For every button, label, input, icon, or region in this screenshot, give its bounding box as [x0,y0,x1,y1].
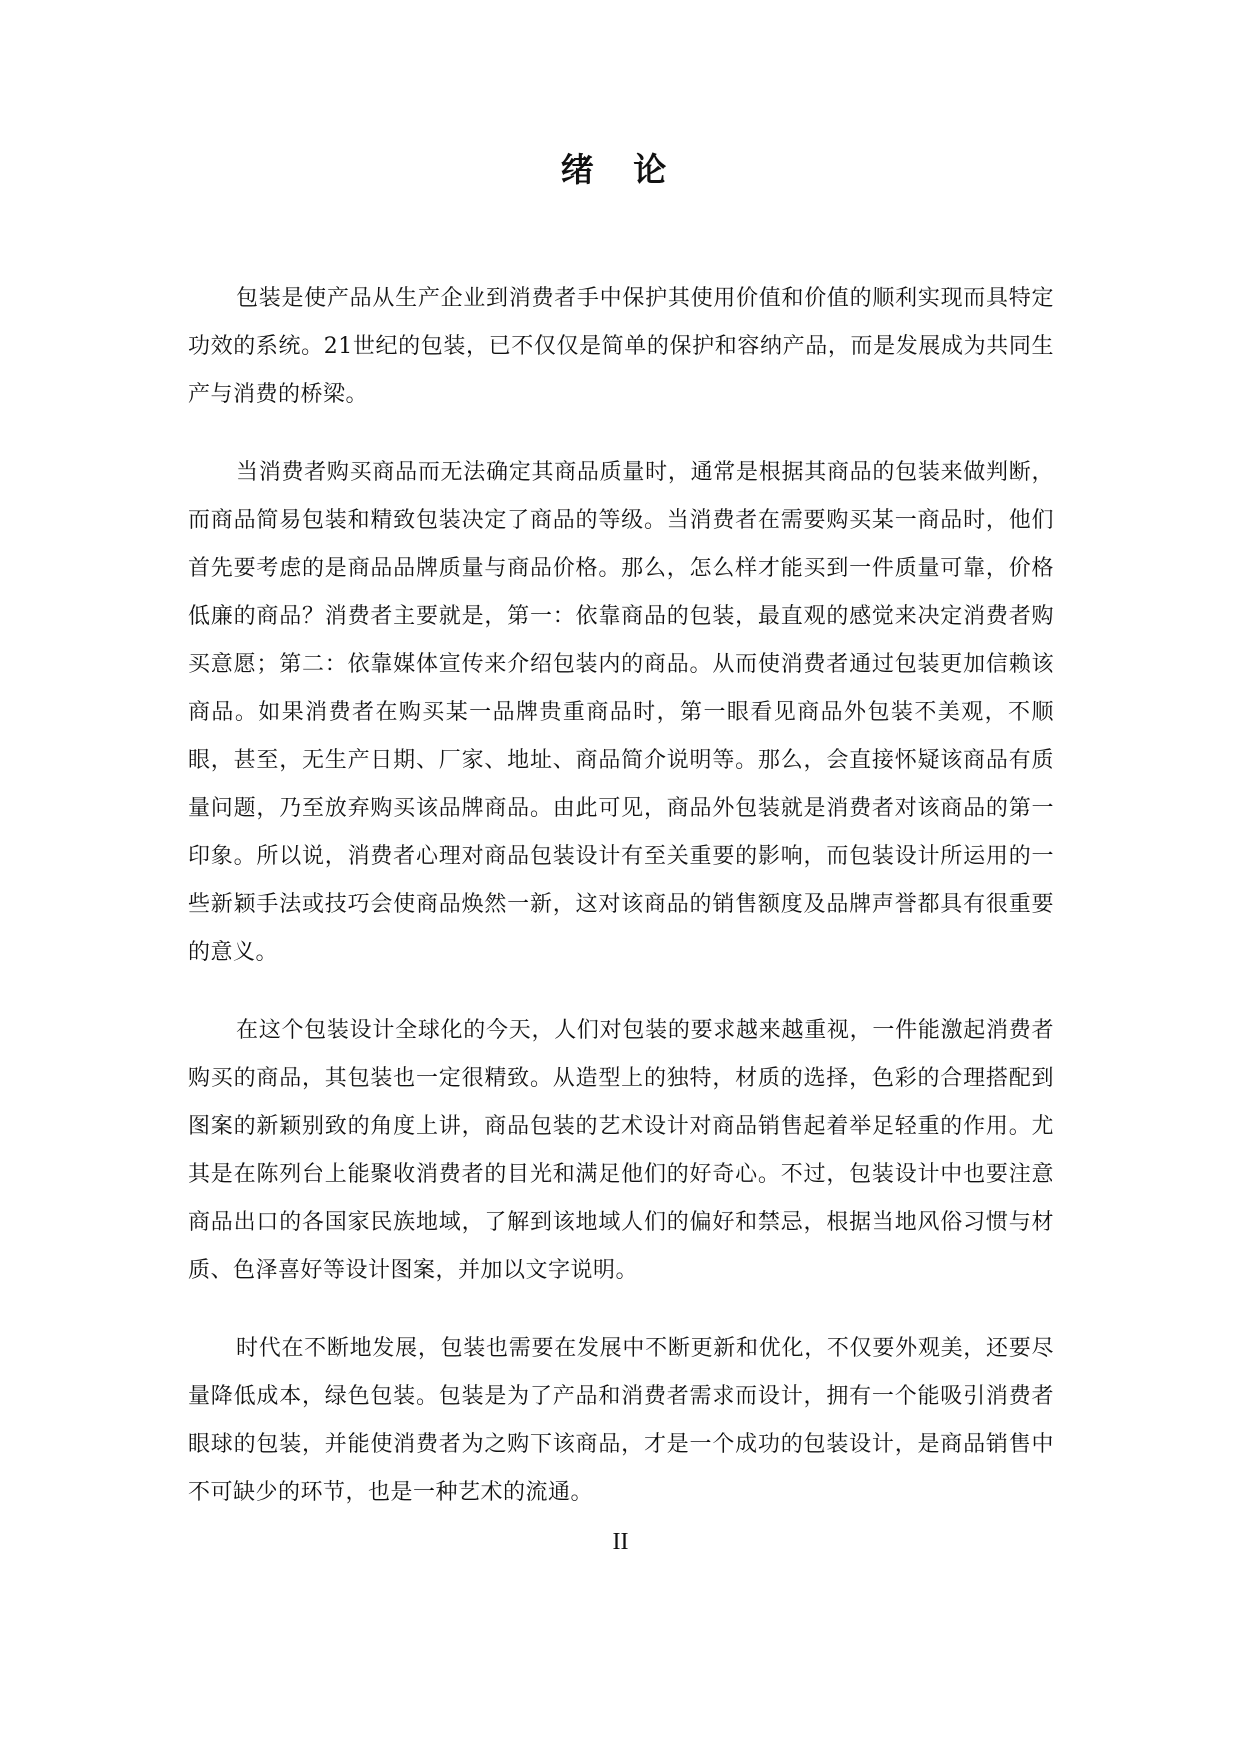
paragraph-1: 包装是使产品从生产企业到消费者手中保护其使用价值和价值的顺利实现而具特定功效的系统。21世纪的包装，已不仅仅是简单的保护和容纳产品，而是发展成为共同生产与消费的桥梁。 [188,286,1054,407]
page-title: 绪 论 [560,150,681,189]
page-number: II [612,1529,629,1555]
paragraph-4: 时代在不断地发展，包装也需要在发展中不断更新和优化，不仅要外观美，还要尽量降低成本，绿色包装。包装是为了产品和消费者需求而设计，拥有一个能吸引消费者眼球的包装，并能使消费者为之购下该商品，才是一个成功的包装设计，是商品销售中不可缺少的环节，也是一种艺术的流通。 [188,1336,1054,1505]
paragraph-2: 当消费者购买商品而无法确定其商品质量时，通常是根据其商品的包装来做判断，而商品简易包装和精致包装决定了商品的等级。当消费者在需要购买某一商品时，他们首先要考虑的是商品品牌质量与商品价格。那么，怎么样才能买到一件质量可靠，价格低廉的商品？消费者主要就是，第一：依靠商品的包装，最直观的感觉来决定消费者购买意愿；第二：依靠媒体宣传来介绍包装内的商品。从而使消费者通过包装更加信赖该商品。如果消费者在购买某一品牌贵重商品时，第一眼看见商品外包装不美观，不顺眼，甚至，无生产日期、厂家、地址、商品简介说明等。那么，会直接怀疑该商品有质量问题，乃至放弃购买该品牌商品。由此可见，商品外包装就是消费者对该商品的第一印象。所以说，消费者心理对商品包装设计有至关重要的影响，而包装设计所运用的一些新颖手法或技巧会使商品焕然一新，这对该商品的销售额度及品牌声誉都具有很重要的意义。 [188,460,1054,965]
body-text [188,275,1054,1547]
paragraph-3: 在这个包装设计全球化的今天，人们对包装的要求越来越重视，一件能激起消费者购买的商品，其包装也一定很精致。从造型上的独特，材质的选择，色彩的合理搭配到图案的新颖别致的角度上讲，商品包装的艺术设计对商品销售起着举足轻重的作用。尤其是在陈列台上能聚收消费者的目光和满足他们的好奇心。不过，包装设计中也要注意商品出口的各国家民族地域，了解到该地域人们的偏好和禁忌，根据当地风俗习惯与材质、色泽喜好等设计图案，并加以文字说明。 [188,1018,1054,1283]
